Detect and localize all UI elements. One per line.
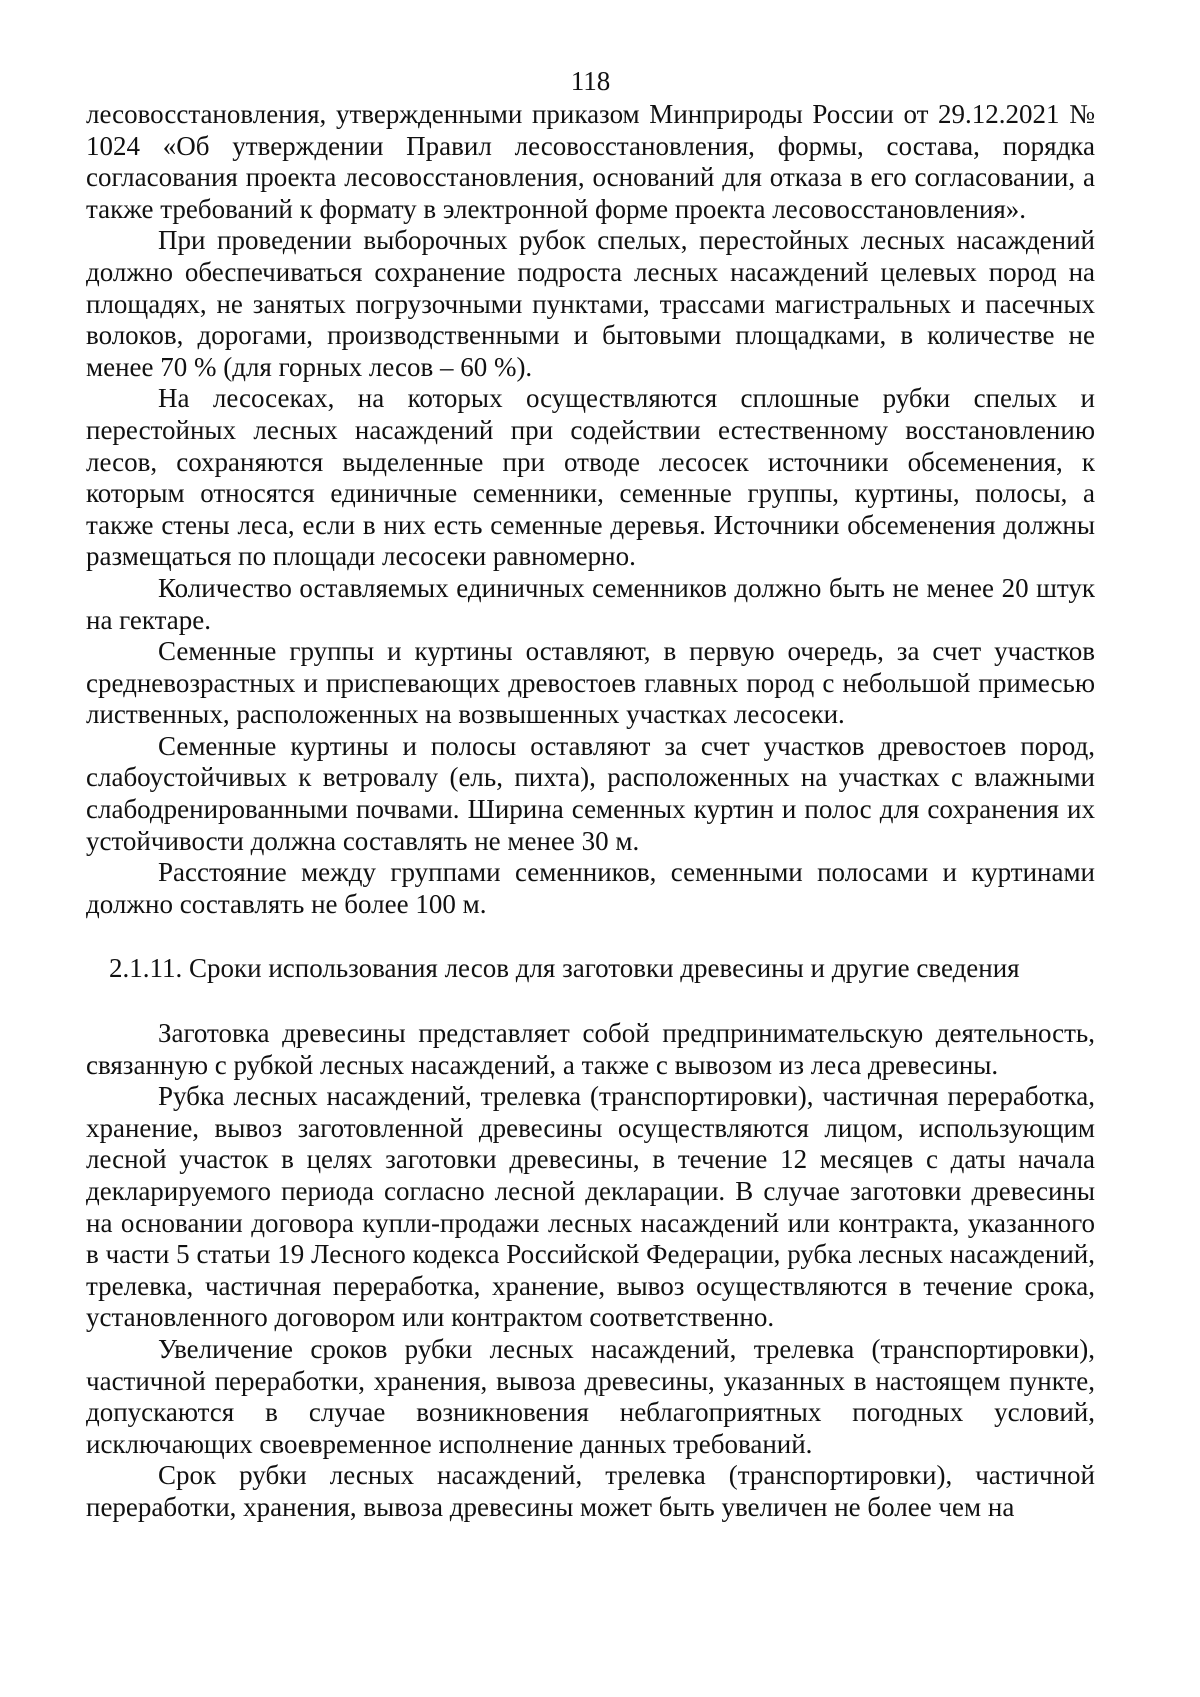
paragraph-seed-strips: Семенные куртины и полосы оставляют за счет участков древостоев пород, слабоустойчивых к ветровалу (ель, пихта), расположенных на участках с влажными слабодренированными почвами. Ширина семенных куртин и полос для сохранения их устойчивости должна составлять не менее 30 м. bbox=[86, 730, 1095, 856]
paragraph-seed-distance: Расстояние между группами семенников, семенными полосами и куртинами должно составлять не более 100 м. bbox=[86, 857, 1095, 919]
paragraph-selective-cutting: При проведении выборочных рубок спелых, перестойных лесных насаждений должно обеспечиваться сохранение подроста лесных насаждений целевых пород на площадях, не занятых погрузочными пунктами, трассами магистральных и пасечных волоков, дорогами, производственными и бытовыми площадками, в количестве не менее 70 % (для горных лесов – 60 %). bbox=[86, 225, 1095, 382]
paragraph-term-limit: Срок рубки лесных насаждений, трелевка (транспортировки), частичной переработки, хранения, вывоза древесины может быть увеличен не более чем на bbox=[86, 1460, 1095, 1522]
section-heading: 2.1.11. Сроки использования лесов для заготовки древесины и другие сведения bbox=[109, 953, 1020, 984]
paragraph-term-extension: Увеличение сроков рубки лесных насаждений, трелевка (транспортировки), частичной переработки, хранения, вывоза древесины, указанных в настоящем пункте, допускаются в случае возникновения неблагоприятных погодных условий, исключающих своевременное исполнение данных требований. bbox=[86, 1333, 1095, 1459]
paragraph-seed-sources: На лесосеках, на которых осуществляются сплошные рубки спелых и перестойных лесных насаждений при содействии естественному восстановлению лесов, сохраняются выделенные при отводе лесосек источники обсеменения, к которым относятся единичные семенники, семенные группы, куртины, полосы, а также стены леса, если в них есть семенные деревья. Источники обсеменения должны размещаться по площади лесосеки равномерно. bbox=[86, 383, 1095, 572]
paragraph-harvesting-terms: Рубка лесных насаждений, трелевка (транспортировки), частичная переработка, хранение, вывоз заготовленной древесины осуществляются лицом, использующим лесной участок в целях заготовки древесины, в течение 12 месяцев с даты начала декларируемого периода согласно лесной декларации. В случае заготовки древесины на основании договора купли-продажи лесных насаждений или контракта, указанного в части 5 статьи 19 Лесного кодекса Российской Федерации, рубка лесных насаждений, трелевка, частичная переработка, хранение, вывоз осуществляются в течение срока, установленного договором или контрактом соответственно. bbox=[86, 1081, 1095, 1333]
paragraph-continuation: лесовосстановления, утвержденными приказом Минприроды России от 29.12.2021 № 1024 «Об утверждении Правил лесовосстановления, формы, состава, порядка согласования проекта лесовосстановления, оснований для отказа в его согласовании, а также требований к формату в электронной форме проекта лесовосстановления». bbox=[86, 99, 1095, 224]
paragraph-harvesting-definition: Заготовка древесины представляет собой предпринимательскую деятельность, связанную с рубкой лесных насаждений, а также с вывозом из леса древесины. bbox=[86, 1018, 1095, 1080]
page-number: 118 bbox=[570, 66, 611, 96]
document-page bbox=[86, 64, 1095, 1524]
paragraph-seed-groups: Семенные группы и куртины оставляют, в первую очередь, за счет участков средневозрастных и приспевающих древостоев главных пород с небольшой примесью лиственных, расположенных на возвышенных участках лесосеки. bbox=[86, 636, 1095, 730]
paragraph-seed-tree-count: Количество оставляемых единичных семенников должно быть не менее 20 штук на гектаре. bbox=[86, 572, 1095, 635]
